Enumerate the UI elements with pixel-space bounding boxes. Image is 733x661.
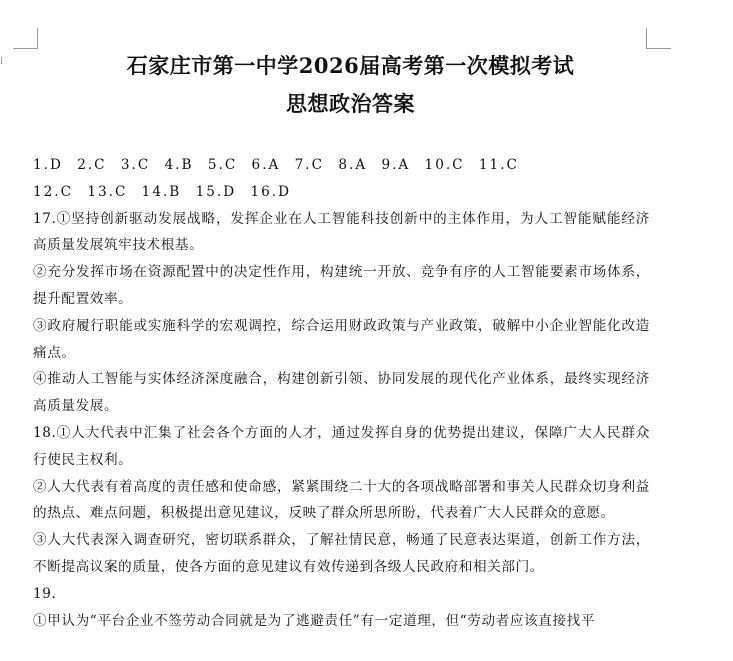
q18-point-2: ②人大代表有着高度的责任感和使命感，紧紧围绕二十大的各项战略部署和事关人民群众切身利益的热点、难点问题，积极提出意见建议，反映了群众所思所盼，代表着广大人民群众的意愿。	[33, 478, 650, 522]
document-subtitle: 思想政治答案	[286, 91, 415, 116]
page-corner-mark-top-left	[13, 28, 38, 49]
q18-point-1: 18.①人大代表中汇集了社会各个方面的人才，通过发挥自身的优势提出建议，保障广大人民群众行使民主权利。	[33, 424, 650, 468]
q19-number: 19.	[33, 585, 57, 602]
ruler-edge-icon: ⁞	[0, 56, 4, 67]
q17-point-1: 17.①坚持创新驱动发展战略，发挥企业在人工智能科技创新中的主体作用，为人工智能赋能经济高质量发展筑牢技术根基。	[33, 210, 650, 254]
document-body	[33, 152, 650, 634]
q19-point-1: ①甲认为“平台企业不签劳动合同就是为了逃避责任”有一定道理，但“劳动者应该直接找平	[33, 612, 596, 629]
answer-key-row-1: 1.D 2.C 3.C 4.B 5.C 6.A 7.C 8.A 9.A 10.C 11.C	[33, 157, 519, 173]
q17-point-3: ③政府履行职能或实施科学的宏观调控，综合运用财政政策与产业政策，破解中小企业智能化改造痛点。	[33, 317, 650, 361]
q18-point-3: ③人大代表深入调查研究，密切联系群众，了解社情民意，畅通了民意表达渠道，创新工作方法，不断提高议案的质量，使各方面的意见建议有效传递到各级人民政府和相关部门。	[33, 532, 650, 575]
document-title: 石家庄市第一中学2026届高考第一次模拟考试	[126, 53, 575, 78]
q17-point-4: ④推动人工智能与实体经济深度融合，构建创新引领、协同发展的现代化产业体系，最终实现经济高质量发展。	[33, 371, 650, 415]
page-corner-mark-top-right	[646, 28, 671, 49]
q17-point-2: ②充分发挥市场在资源配置中的决定性作用，构建统一开放、竞争有序的人工智能要素市场体系，提升配置效率。	[33, 264, 650, 307]
answer-key-row-2: 12.C 13.C 14.B 15.D 16.D	[33, 183, 291, 200]
